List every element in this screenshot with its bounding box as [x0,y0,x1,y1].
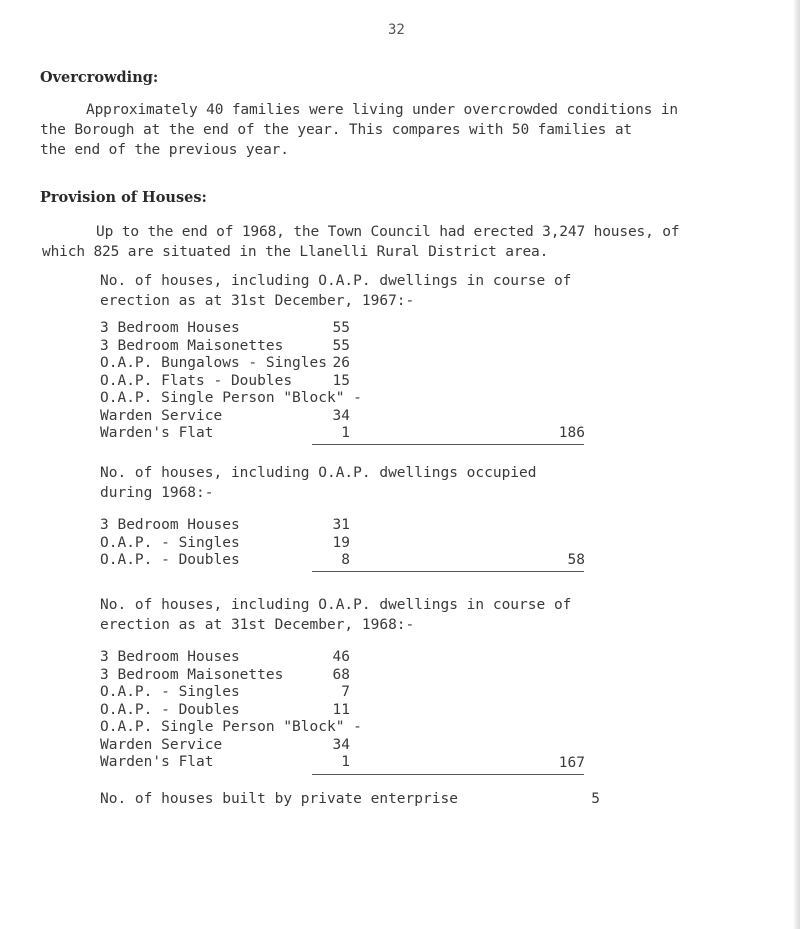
table-3-intro [100,595,571,635]
paragraph-line: Up to the end of 1968, the Town Council had erected 3,247 houses, of [96,224,680,240]
table-1-intro [100,271,571,311]
table-row-value: 7 [341,684,350,700]
table-2-total: 58 [567,552,585,568]
intro-line: erection as at 31st December, 1967:- [100,293,415,309]
table-3-total: 167 [558,755,585,771]
page-edge-shadow [794,0,800,929]
table-row-label: O.A.P. - Singles [100,534,240,551]
table-1-total: 186 [558,425,585,441]
table-row-value [310,719,350,737]
overcrowding-paragraph [40,100,678,160]
table-row-label: Warden's Flat [100,425,214,441]
paragraph-line: which 825 are situated in the Llanelli Rural District area. [42,244,549,260]
private-enterprise-value: 5 [591,791,600,807]
private-enterprise-label: No. of houses built by private enterprise [100,791,458,807]
intro-line: No. of houses, including O.A.P. dwellings in course of [100,597,572,613]
table-row-value: 8 [341,552,350,568]
table-row-value: 68 [332,666,350,683]
table-row-label: 3 Bedroom Houses [100,517,240,533]
table-row-value: 31 [332,517,350,533]
table-row-value: 1 [341,425,350,441]
table-row-value: 26 [332,355,350,371]
table-row-value: 55 [332,320,350,336]
table-2-values [310,517,350,570]
intro-line: erection as at 31st December, 1968:- [100,617,415,633]
provision-paragraph [42,222,679,262]
table-1-values [310,320,350,443]
table-row-label: 3 Bedroom Houses [100,649,240,665]
page-number: 32 [388,22,405,38]
paragraph-line: the Borough at the end of the year. This compares with 50 families at [40,122,633,138]
table-2 [100,517,240,570]
table-row-label: 3 Bedroom Maisonettes [100,666,284,683]
paragraph-line: the end of the previous year. [40,142,289,158]
table-row-value: 34 [332,736,350,753]
table-row-value: 55 [332,337,350,354]
paragraph-line: Approximately 40 families were living under overcrowded conditions in [86,102,679,118]
overcrowding-heading: Overcrowding: [40,69,159,86]
table-row-label: O.A.P. Bungalows - Singles [100,355,327,371]
table-row-value [310,390,350,408]
table-2-intro [100,463,537,503]
table-row-label: O.A.P. - Doubles [100,701,240,718]
table-row-value: 1 [341,754,350,770]
table-1-rule [312,444,584,445]
table-row-label: O.A.P. Single Person "Block" - [100,390,362,406]
intro-line: No. of houses, including O.A.P. dwellings occupied [100,465,537,481]
table-row-value: 34 [332,407,350,424]
table-row-label: Warden's Flat [100,754,214,770]
table-row-label: Warden Service [100,736,223,753]
table-row-label: O.A.P. - Singles [100,684,240,700]
table-3-rule [312,774,584,775]
table-2-rule [312,571,584,572]
table-row-label: O.A.P. - Doubles [100,552,240,568]
table-row-value: 46 [332,649,350,665]
intro-line: during 1968:- [100,485,214,501]
table-3-values [310,649,350,772]
table-row-value: 11 [332,701,350,718]
provision-heading: Provision of Houses: [40,189,207,206]
table-row-value: 19 [332,534,350,551]
table-row-value: 15 [332,372,350,389]
table-row-label: 3 Bedroom Maisonettes [100,337,284,354]
table-row-label: Warden Service [100,407,223,424]
table-row-label: O.A.P. Single Person "Block" - [100,719,362,735]
intro-line: No. of houses, including O.A.P. dwellings in course of [100,273,572,289]
table-row-label: 3 Bedroom Houses [100,320,240,336]
table-row-label: O.A.P. Flats - Doubles [100,372,293,389]
